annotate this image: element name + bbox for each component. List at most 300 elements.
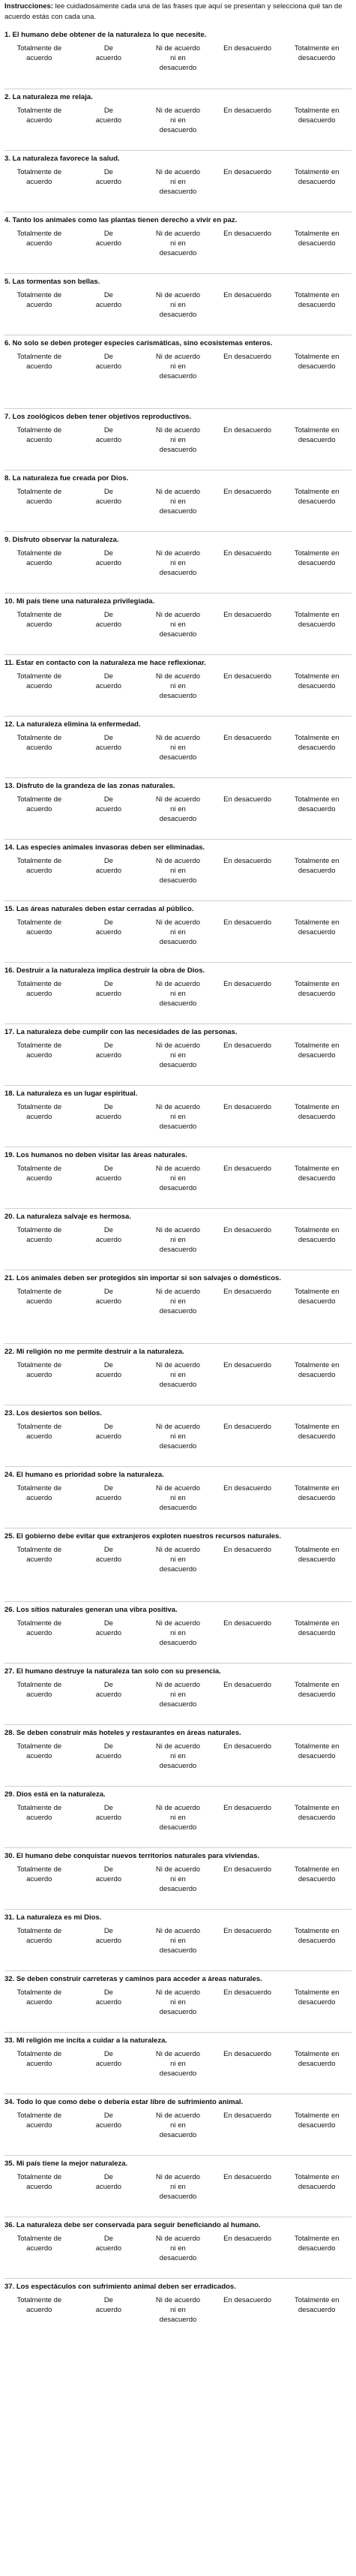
option-label-line: desacuerdo: [159, 1565, 197, 1574]
option-disagree[interactable]: [213, 1287, 283, 1316]
option-label-line: Totalmente en: [294, 1619, 340, 1628]
option-label-line: Totalmente en: [294, 795, 340, 804]
option-neutral[interactable]: [143, 2049, 213, 2079]
option-label-line: Ni de acuerdo: [155, 1042, 201, 1050]
option-disagree[interactable]: [213, 1102, 283, 1132]
option-label-line: acuerdo: [95, 928, 122, 936]
option-label-line: Totalmente en: [294, 1423, 340, 1431]
option-label-line: desacuerdo: [159, 2131, 197, 2139]
option-totally-agree[interactable]: [4, 425, 74, 455]
option-neutral[interactable]: [143, 1803, 213, 1832]
option-totally-disagree[interactable]: [282, 1360, 352, 1390]
question-item: [4, 716, 352, 777]
option-agree[interactable]: [74, 549, 144, 578]
answer-options: [4, 487, 352, 516]
option-label-line: En desacuerdo: [223, 230, 272, 238]
option-label-line: Totalmente de: [16, 2235, 62, 2243]
option-disagree[interactable]: [213, 1545, 283, 1574]
option-label-line: acuerdo: [95, 1629, 122, 1637]
option-totally-agree[interactable]: [4, 1102, 74, 1132]
option-totally-disagree[interactable]: [282, 1742, 352, 1771]
option-label-line: Ni de acuerdo: [155, 44, 201, 53]
option-totally-agree[interactable]: [4, 672, 74, 701]
option-agree[interactable]: [74, 487, 144, 516]
option-neutral[interactable]: [143, 290, 213, 320]
option-agree[interactable]: [74, 2049, 144, 2079]
option-agree[interactable]: [74, 106, 144, 135]
answer-options: [4, 795, 352, 824]
option-label-line: ni en: [170, 2121, 186, 2130]
option-disagree[interactable]: [213, 44, 283, 73]
option-disagree[interactable]: [213, 487, 283, 516]
option-disagree[interactable]: [213, 1926, 283, 1955]
option-totally-agree[interactable]: [4, 2049, 74, 2079]
option-label-line: De: [103, 488, 113, 496]
option-neutral[interactable]: [143, 1483, 213, 1513]
option-totally-agree[interactable]: [4, 2172, 74, 2202]
option-totally-disagree[interactable]: [282, 610, 352, 639]
option-agree[interactable]: [74, 2295, 144, 2325]
option-label-line: Ni de acuerdo: [155, 1361, 201, 1369]
option-agree[interactable]: [74, 1545, 144, 1574]
option-agree[interactable]: [74, 856, 144, 885]
option-label-line: desacuerdo: [159, 1307, 197, 1315]
option-totally-disagree[interactable]: [282, 672, 352, 701]
option-label-line: Totalmente en: [294, 2112, 340, 2120]
option-agree[interactable]: [74, 1926, 144, 1955]
option-totally-agree[interactable]: [4, 1803, 74, 1832]
question-text: 22. Mi religión no me permite destruir a la naturaleza.: [4, 1348, 184, 1356]
option-label-line: Ni de acuerdo: [155, 1804, 201, 1812]
option-totally-disagree[interactable]: [282, 918, 352, 947]
option-agree[interactable]: [74, 795, 144, 824]
option-agree[interactable]: [74, 979, 144, 1008]
option-disagree[interactable]: [213, 229, 283, 258]
option-neutral[interactable]: [143, 1545, 213, 1574]
option-disagree[interactable]: [213, 2234, 283, 2263]
option-totally-disagree[interactable]: [282, 2172, 352, 2202]
option-totally-disagree[interactable]: [282, 1102, 352, 1132]
option-totally-agree[interactable]: [4, 2111, 74, 2140]
option-label-line: desacuerdo: [298, 497, 336, 506]
option-label-line: De: [103, 1546, 113, 1554]
option-neutral[interactable]: [143, 549, 213, 578]
option-agree[interactable]: [74, 1164, 144, 1193]
option-agree[interactable]: [74, 1360, 144, 1390]
option-totally-agree[interactable]: [4, 1545, 74, 1574]
answer-options: [4, 1680, 352, 1709]
option-neutral[interactable]: [143, 1680, 213, 1709]
question-text: 3. La naturaleza favorece la salud.: [4, 155, 120, 163]
option-totally-disagree[interactable]: [282, 1619, 352, 1648]
option-totally-disagree[interactable]: [282, 229, 352, 258]
option-label-line: acuerdo: [95, 178, 122, 186]
option-label-line: desacuerdo: [159, 188, 197, 196]
option-neutral[interactable]: [143, 1742, 213, 1771]
option-label-line: Totalmente de: [16, 2050, 62, 2058]
option-agree[interactable]: [74, 425, 144, 455]
option-label-line: De: [103, 1103, 113, 1111]
option-agree[interactable]: [74, 1803, 144, 1832]
option-totally-agree[interactable]: [4, 1988, 74, 2017]
instructions: [4, 2, 352, 23]
option-disagree[interactable]: [213, 672, 283, 701]
option-label-line: En desacuerdo: [223, 488, 272, 496]
option-label-line: desacuerdo: [159, 753, 197, 762]
option-totally-disagree[interactable]: [282, 733, 352, 762]
option-disagree[interactable]: [213, 1225, 283, 1255]
option-disagree[interactable]: [213, 2049, 283, 2079]
option-label-line: ni en: [170, 682, 186, 690]
option-totally-disagree[interactable]: [282, 2111, 352, 2140]
option-totally-disagree[interactable]: [282, 44, 352, 73]
option-disagree[interactable]: [213, 549, 283, 578]
option-totally-disagree[interactable]: [282, 979, 352, 1008]
option-totally-disagree[interactable]: [282, 2295, 352, 2325]
option-neutral[interactable]: [143, 167, 213, 197]
option-neutral[interactable]: [143, 2172, 213, 2202]
option-totally-agree[interactable]: [4, 1164, 74, 1193]
option-agree[interactable]: [74, 2111, 144, 2140]
option-neutral[interactable]: [143, 2111, 213, 2140]
option-label-line: ni en: [170, 805, 186, 813]
option-neutral[interactable]: [143, 1926, 213, 1955]
option-label-line: acuerdo: [26, 621, 52, 629]
option-neutral[interactable]: [143, 1225, 213, 1255]
option-label-line: desacuerdo: [298, 2306, 336, 2314]
option-label-line: Totalmente de: [16, 488, 62, 496]
option-label-line: ni en: [170, 116, 186, 125]
option-totally-disagree[interactable]: [282, 1545, 352, 1574]
option-label-line: En desacuerdo: [223, 1865, 272, 1874]
option-totally-agree[interactable]: [4, 290, 74, 320]
option-neutral[interactable]: [143, 1041, 213, 1070]
question-item: [4, 273, 352, 335]
option-disagree[interactable]: [213, 610, 283, 639]
question-item: [4, 777, 352, 839]
option-totally-agree[interactable]: [4, 1680, 74, 1709]
option-agree[interactable]: [74, 610, 144, 639]
option-agree[interactable]: [74, 1483, 144, 1513]
option-disagree[interactable]: [213, 2111, 283, 2140]
option-neutral[interactable]: [143, 44, 213, 73]
option-label-line: De: [103, 1865, 113, 1874]
option-totally-agree[interactable]: [4, 487, 74, 516]
option-neutral[interactable]: [143, 1865, 213, 1894]
option-label-line: Totalmente de: [16, 980, 62, 988]
option-neutral[interactable]: [143, 918, 213, 947]
option-totally-agree[interactable]: [4, 795, 74, 824]
answer-options: [4, 1742, 352, 1771]
option-label-line: acuerdo: [26, 362, 52, 371]
option-disagree[interactable]: [213, 795, 283, 824]
option-neutral[interactable]: [143, 1619, 213, 1648]
option-disagree[interactable]: [213, 352, 283, 381]
option-disagree[interactable]: [213, 1865, 283, 1894]
option-label-line: Ni de acuerdo: [155, 980, 201, 988]
option-totally-agree[interactable]: [4, 229, 74, 258]
option-agree[interactable]: [74, 1619, 144, 1648]
option-totally-agree[interactable]: [4, 1619, 74, 1648]
option-disagree[interactable]: [213, 1422, 283, 1451]
option-label-line: desacuerdo: [298, 621, 336, 629]
option-totally-agree[interactable]: [4, 1483, 74, 1513]
question-text: 14. Las especies animales invasoras deben ser eliminadas.: [4, 843, 205, 852]
option-neutral[interactable]: [143, 1360, 213, 1390]
question-item: [4, 1909, 352, 1970]
option-totally-disagree[interactable]: [282, 549, 352, 578]
option-label-line: ni en: [170, 1752, 186, 1760]
option-totally-disagree[interactable]: [282, 1865, 352, 1894]
option-label-line: desacuerdo: [159, 1246, 197, 1254]
option-label-line: acuerdo: [95, 2183, 122, 2191]
option-label-line: desacuerdo: [298, 1629, 336, 1637]
option-agree[interactable]: [74, 2172, 144, 2202]
option-totally-disagree[interactable]: [282, 1287, 352, 1316]
option-label-line: Ni de acuerdo: [155, 2235, 201, 2243]
option-agree[interactable]: [74, 1287, 144, 1316]
option-label-line: desacuerdo: [159, 1762, 197, 1770]
option-totally-agree[interactable]: [4, 1742, 74, 1771]
answer-options: [4, 106, 352, 135]
option-totally-disagree[interactable]: [282, 2234, 352, 2263]
option-disagree[interactable]: [213, 1742, 283, 1771]
option-neutral[interactable]: [143, 610, 213, 639]
question-text: 29. Dios está en la naturaleza.: [4, 1790, 106, 1799]
option-label-line: Ni de acuerdo: [155, 1103, 201, 1111]
option-neutral[interactable]: [143, 1164, 213, 1193]
option-label-line: acuerdo: [26, 2121, 52, 2130]
option-label-line: desacuerdo: [159, 2254, 197, 2262]
option-totally-agree[interactable]: [4, 44, 74, 73]
option-label-line: acuerdo: [26, 1494, 52, 1502]
option-agree[interactable]: [74, 1988, 144, 2017]
option-totally-agree[interactable]: [4, 1360, 74, 1390]
option-label-line: desacuerdo: [159, 999, 197, 1008]
option-totally-disagree[interactable]: [282, 352, 352, 381]
option-neutral[interactable]: [143, 352, 213, 381]
option-totally-disagree[interactable]: [282, 1803, 352, 1832]
option-label-line: Ni de acuerdo: [155, 857, 201, 865]
option-disagree[interactable]: [213, 1164, 283, 1193]
option-totally-disagree[interactable]: [282, 106, 352, 135]
question-item: [4, 1208, 352, 1270]
question-text: 35. Mi país tiene la mejor naturaleza.: [4, 2160, 128, 2168]
option-disagree[interactable]: [213, 733, 283, 762]
option-disagree[interactable]: [213, 1988, 283, 2017]
option-agree[interactable]: [74, 1041, 144, 1070]
option-totally-agree[interactable]: [4, 1225, 74, 1255]
option-totally-agree[interactable]: [4, 549, 74, 578]
option-disagree[interactable]: [213, 106, 283, 135]
option-label-line: ni en: [170, 867, 186, 875]
option-agree[interactable]: [74, 733, 144, 762]
option-agree[interactable]: [74, 167, 144, 197]
option-totally-agree[interactable]: [4, 352, 74, 381]
option-label-line: Totalmente de: [16, 549, 62, 558]
option-label-line: De: [103, 107, 113, 115]
option-label-line: Totalmente en: [294, 1484, 340, 1492]
option-disagree[interactable]: [213, 1803, 283, 1832]
option-neutral[interactable]: [143, 425, 213, 455]
option-label-line: Totalmente en: [294, 1042, 340, 1050]
option-totally-agree[interactable]: [4, 856, 74, 885]
option-totally-disagree[interactable]: [282, 795, 352, 824]
option-neutral[interactable]: [143, 795, 213, 824]
option-label-line: Totalmente en: [294, 611, 340, 619]
option-label-line: acuerdo: [95, 1556, 122, 1564]
option-label-line: Ni de acuerdo: [155, 1681, 201, 1689]
option-disagree[interactable]: [213, 1619, 283, 1648]
option-totally-agree[interactable]: [4, 2295, 74, 2325]
option-totally-agree[interactable]: [4, 106, 74, 135]
option-agree[interactable]: [74, 2234, 144, 2263]
option-totally-agree[interactable]: [4, 918, 74, 947]
option-disagree[interactable]: [213, 1041, 283, 1070]
option-label-line: acuerdo: [26, 559, 52, 567]
option-disagree[interactable]: [213, 979, 283, 1008]
option-totally-disagree[interactable]: [282, 487, 352, 516]
question-text: 37. Los espectáculos con sufrimiento animal deben ser erradicados.: [4, 2283, 236, 2291]
option-neutral[interactable]: [143, 1287, 213, 1316]
answer-options: [4, 1422, 352, 1451]
option-neutral[interactable]: [143, 2295, 213, 2325]
option-disagree[interactable]: [213, 2172, 283, 2202]
option-neutral[interactable]: [143, 2234, 213, 2263]
option-totally-disagree[interactable]: [282, 856, 352, 885]
option-label-line: Totalmente en: [294, 672, 340, 681]
question-text: 18. La naturaleza es un lugar espiritual.: [4, 1090, 138, 1098]
option-label-line: De: [103, 2235, 113, 2243]
option-totally-disagree[interactable]: [282, 1680, 352, 1709]
option-label-line: En desacuerdo: [223, 1988, 272, 1997]
option-label-line: De: [103, 857, 113, 865]
option-label-line: desacuerdo: [298, 1875, 336, 1883]
option-totally-agree[interactable]: [4, 733, 74, 762]
option-label-line: De: [103, 549, 113, 558]
option-disagree[interactable]: [213, 1360, 283, 1390]
option-disagree[interactable]: [213, 2295, 283, 2325]
option-neutral[interactable]: [143, 979, 213, 1008]
option-agree[interactable]: [74, 352, 144, 381]
option-agree[interactable]: [74, 229, 144, 258]
option-neutral[interactable]: [143, 487, 213, 516]
option-label-line: ni en: [170, 301, 186, 309]
question-list: [4, 27, 352, 2340]
option-agree[interactable]: [74, 1422, 144, 1451]
answer-options: [4, 1865, 352, 1894]
option-label-line: acuerdo: [95, 621, 122, 629]
option-neutral[interactable]: [143, 1422, 213, 1451]
option-label-line: desacuerdo: [159, 1123, 197, 1131]
option-label-line: Ni de acuerdo: [155, 353, 201, 361]
option-label-line: acuerdo: [26, 990, 52, 998]
option-label-line: De: [103, 1423, 113, 1431]
option-label-line: Totalmente en: [294, 857, 340, 865]
option-label-line: ni en: [170, 1371, 186, 1379]
option-label-line: ni en: [170, 744, 186, 752]
option-agree[interactable]: [74, 44, 144, 73]
option-totally-agree[interactable]: [4, 1041, 74, 1070]
option-totally-disagree[interactable]: [282, 1483, 352, 1513]
option-label-line: De: [103, 1165, 113, 1173]
option-disagree[interactable]: [213, 856, 283, 885]
option-label-line: En desacuerdo: [223, 2296, 272, 2304]
option-agree[interactable]: [74, 290, 144, 320]
option-label-line: desacuerdo: [159, 2008, 197, 2016]
option-label-line: En desacuerdo: [223, 1042, 272, 1050]
option-totally-disagree[interactable]: [282, 1422, 352, 1451]
option-totally-disagree[interactable]: [282, 2049, 352, 2079]
option-neutral[interactable]: [143, 733, 213, 762]
option-neutral[interactable]: [143, 856, 213, 885]
option-neutral[interactable]: [143, 229, 213, 258]
option-totally-disagree[interactable]: [282, 425, 352, 455]
option-disagree[interactable]: [213, 1680, 283, 1709]
option-label-line: Totalmente de: [16, 1165, 62, 1173]
option-label-line: Totalmente en: [294, 1546, 340, 1554]
option-label-line: acuerdo: [26, 239, 52, 248]
option-agree[interactable]: [74, 1742, 144, 1771]
option-totally-agree[interactable]: [4, 167, 74, 197]
question-text: 12. La naturaleza elimina la enfermedad.: [4, 720, 141, 729]
option-totally-agree[interactable]: [4, 1926, 74, 1955]
option-totally-disagree[interactable]: [282, 167, 352, 197]
option-label-line: Ni de acuerdo: [155, 1927, 201, 1935]
option-totally-disagree[interactable]: [282, 290, 352, 320]
option-totally-disagree[interactable]: [282, 1926, 352, 1955]
option-totally-agree[interactable]: [4, 2234, 74, 2263]
option-totally-disagree[interactable]: [282, 1225, 352, 1255]
question-item: [4, 1786, 352, 1847]
option-agree[interactable]: [74, 1102, 144, 1132]
question-text: 36. La naturaleza debe ser conservada para seguir beneficiando al humano.: [4, 2221, 261, 2229]
option-label-line: Totalmente de: [16, 426, 62, 434]
option-totally-disagree[interactable]: [282, 1164, 352, 1193]
option-agree[interactable]: [74, 918, 144, 947]
option-label-line: ni en: [170, 2183, 186, 2191]
option-neutral[interactable]: [143, 1102, 213, 1132]
option-disagree[interactable]: [213, 425, 283, 455]
option-disagree[interactable]: [213, 918, 283, 947]
option-agree[interactable]: [74, 1225, 144, 1255]
option-disagree[interactable]: [213, 290, 283, 320]
option-totally-agree[interactable]: [4, 1865, 74, 1894]
answer-options: [4, 1164, 352, 1193]
option-totally-disagree[interactable]: [282, 1988, 352, 2017]
option-label-line: acuerdo: [95, 805, 122, 813]
option-totally-disagree[interactable]: [282, 1041, 352, 1070]
option-totally-agree[interactable]: [4, 1422, 74, 1451]
option-totally-agree[interactable]: [4, 610, 74, 639]
question-item: [4, 1343, 352, 1405]
option-totally-agree[interactable]: [4, 979, 74, 1008]
option-neutral[interactable]: [143, 672, 213, 701]
option-totally-agree[interactable]: [4, 1287, 74, 1316]
option-neutral[interactable]: [143, 106, 213, 135]
option-disagree[interactable]: [213, 167, 283, 197]
option-label-line: acuerdo: [26, 54, 52, 62]
option-disagree[interactable]: [213, 1483, 283, 1513]
option-agree[interactable]: [74, 1865, 144, 1894]
option-agree[interactable]: [74, 672, 144, 701]
option-neutral[interactable]: [143, 1988, 213, 2017]
option-label-line: desacuerdo: [159, 569, 197, 577]
option-agree[interactable]: [74, 1680, 144, 1709]
option-label-line: ni en: [170, 1875, 186, 1883]
option-label-line: desacuerdo: [159, 311, 197, 319]
option-label-line: acuerdo: [95, 2060, 122, 2068]
